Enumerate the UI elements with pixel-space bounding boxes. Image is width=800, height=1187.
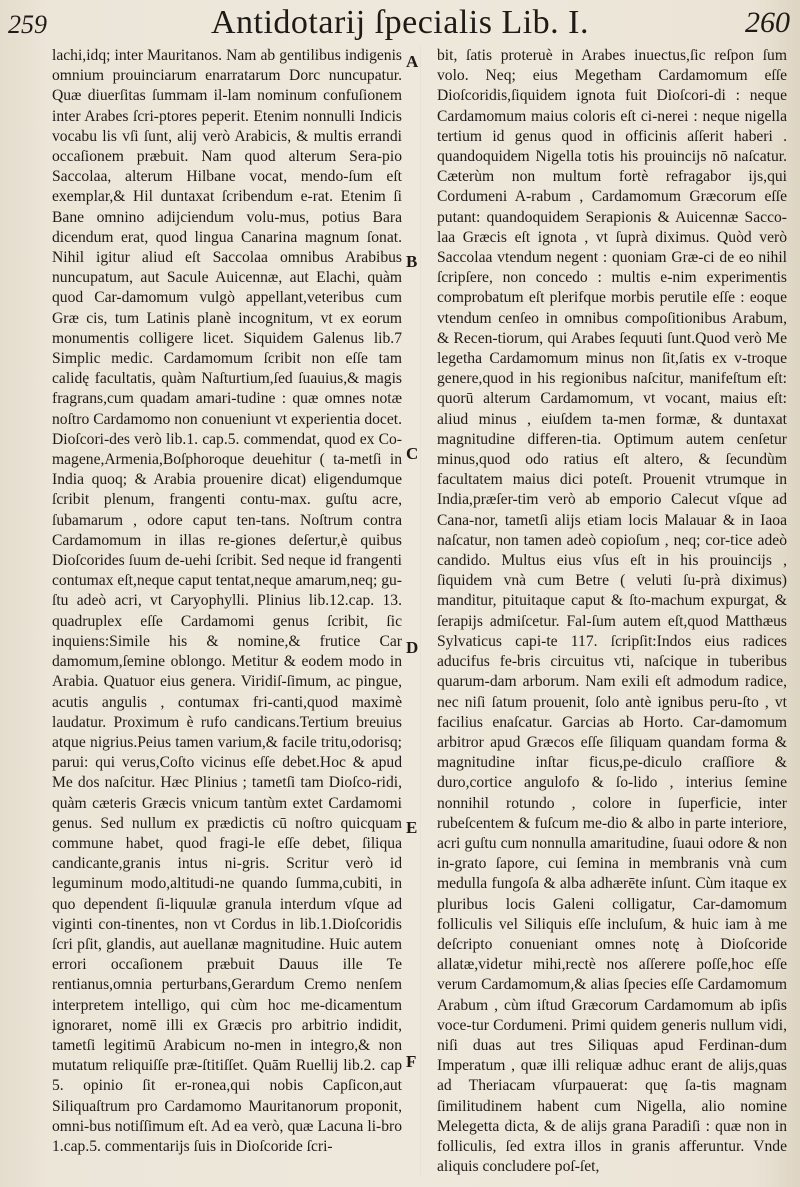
column-text: lachi,idq; inter Mauritanos. Nam ab gentilibus indigenis omnium prouinciarum enarratarum Dorc nuncupatur. Quæ diuerſitas ſummam il-lam nominum confuſionem inter Arabes ſcri-ptores peperit. Etenim nonnulli Indicis vocabu lis vſi ſunt, alij verò Arabicis, & multis errandi occaſionem præbuit. Nam quod alterum Sera-pio Saccolaa, alterum Hilbane vocat, mendo-ſum eſt exemplar,& Hil duntaxat ſcribendum e-rat. Etenim ſi Bane omnino adijciendum volu-mus, potius Bara dicendum erat, quod lingua Canarina magnum ſonat. Nihil igitur aliud eſt Saccolaa omnibus Arabibus nuncupatum, aut Sacule Auicennæ, aut Elachi, quàm quod Car-damomum vulgò appellant,veteribus cum Græ cis, tum Latinis planè incognitum, vt ex eorum monumentis colligere licet. Siquidem Galenus lib.7 Simplic medic. Cardamomum ſcribit non eſſe tam calidę facultatis, quàm Naſturtium,ſed ſuauius,& magis fragrans,cum quadam amari-tudine : quæ omnes notæ noſtro Cardamomo non conueniunt vt experientia docet. Dioſcori-des verò lib.1. cap.5. commendat, quod ex Co-magene,Armenia,Boſphoroque deuehitur ( ta-metſi in India quoq; & Arabia prouenire dicat) eligendumque ſcribit plenum, frangenti contu-max. guſtu acre, ſubamarum , odore caput ten-tans. Noſtrum contra Cardamomum in illas re-giones deſertur,è quibus Dioſcorides ſuum de-uehi ſcribit. Sed neque id frangenti contumax eſt,neque caput tentat,neque amarum,neq; gu-ſtu adeò acri, vt Caryophylli. Plinius lib.12.cap. 13. quadruplex eſſe Cardamomi genus ſcribit, ſic inquiens:Simile his & nomine,& frutice Car damomum,ſemine oblongo. Metitur & eodem modo in Arabia. Quatuor eius genera. Viridiſ-ſimum, ac pingue, acutis angulis , contumax fri-canti,quod maximè laudatur. Proximum è rufo candicans.Tertium breuius atque nigrius.Peius tamen varium,& facile tritu,odorisq; parui: qui verus,Coſto vicinus eſſe debet.Hoc & apud Me dos naſcitur. Hæc Plinius ; tametſi tam Dioſco-ridi, quàm cæteris Græcis vnicum tantùm extet Cardamomi genus. Sed nullum ex prædictis cū noſtro quicquam commune habet, quod fragi-le eſſe debet, ſiliqua candicante,granis intus ni-gris. Scritur verò id leguminum modo,altitudi-ne quando ſumma,cubiti, in quo dependent ſi-liquulæ granula interdum vſque ad viginti con-tinentes, non vt Cordus in lib.1.Dioſcoridis ſcri pſit, glandis, aut auellanæ magnitudine. Huic autem errori occaſionem præbuit Dauus ille Te rentianus,omnia perturbans,Gerardum Cremo nenſem interpretem intelligo, qui cùm hoc me-dicamentum ignoraret, nomē illi ex Græcis pro arbitrio indidit, tametſi legitimū Arabicum no-men in integro,& non mutatum reliquiſſe præ-ſtitiſſet. Quām Ruellij lib.2. cap 5. opinio ſit er-ronea,qui nobis Capſicon,aut Siliquaſtrum pro Cardamomo Mauritanorum proponit, omni-bus notiſſimum eſt. Ad ea verò, quæ Lacuna li-bro 1.cap.5. commentarijs ſuis in Dioſcoride ſcri- [52, 47, 402, 1155]
text-column-right [437, 46, 787, 1182]
section-marker: A [406, 52, 419, 71]
folio-number-right: 260 [745, 6, 790, 39]
section-marker: F [406, 1052, 417, 1071]
column-gutter [420, 46, 421, 1176]
section-marker: E [406, 818, 418, 837]
section-marker: C [406, 444, 419, 463]
running-title: Antidotarij ſpecialis Lib. I. [210, 4, 590, 41]
section-marker: B [406, 252, 418, 271]
page-header [0, 0, 800, 44]
section-marker: D [406, 638, 419, 657]
column-text: bit, ſatis proteruè in Arabes inuectus,ſic reſpon ſum volo. Neq; eius Megetham Cardamomum eſſe Dioſcoridis,ſiquidem ignota fuit Dioſcori-di : neque Cardamomum maius coloris eſt ci-nerei : neque nigella tertium id genus quod in officinis aſſerit haberi . quandoquidem Nigella totis his prouincijs nō naſcatur. Cæterùm non multum fortè refragabor ijs,qui Cordumeni A-rabum , Cardamomum Græcorum eſſe putant: quandoquidem Serapionis & Auicennæ Sacco-laa Græcis eſt ignota , vt ſuprà diximus. Quòd verò Saccolaa vtendum negent : quoniam Græ-ci de eo nihil ſcripſere, non concedo : multis e-nim experimentis comprobatum eſt plerifque morbis perutile eſſe : eoque vtendum cenſeo in omnibus compoſitionibus Arabum, & Recen-tiorum, qui Arabes ſequuti ſunt.Quod verò Me legetha Cardamomum minus non ſit,ſatis ex v-troque genere,quod in his regionibus naſcitur, manifeſtum eſt: quorū alterum Cardamomum, vt vocant, maius eſt: aliud minus , eiuſdem ta-men formæ, & duntaxat magnitudine differen-tia. Optimum autem cenſetur minus,quod odo ratius eſt altero, & ſecundùm facultatem maius dici poteſt. Prouenit vtrumque in India,præſer-tim verò ab emporio Calecut vſque ad Cana-nor, tametſi alijs etiam locis Malauar & in Iaoa naſcatur, non tamen adeò copioſum , neq; cor-tice adeò candido. Multus eius vſus eſt in his prouincijs , ſiquidem vnà cum Betre ( veluti ſu-prà diximus) manditur, pituitaque caput & ſto-machum expurgat, & ſerapijs admiſcetur. Fal-ſum autem eſt,quod Matthæus Sylvaticus capi-te 117. ſcripſit:Indos eius radices aducifus fe-bris circuitus vti, naſcique in tuberibus quarum-dam arborum. Nam exili eſt admodum radice, nec niſi ſatum prouenit, ſolo antè ignibus peru-ſto , vt facilius enaſcatur. Garcias ab Horto. Car-damomum arbitror apud Græcos eſſe ſiliquam quandam forma & magnitudine inſtar ficus,pe-diculo craſſiore & duro,cortice angulofo & ſo-lido , interius ſemine nonnihil rotundo , colore in ſuperficie, inter rubeſcentem & fuſcum me-dio & albo in parte interiore, acri guſtu cum nonnulla amaritudine, ſuaui odore & non in-grato ſapore, cui ſemina in membranis vnà cum medulla fungoſa & alba adhærēte inſunt. Cùm itaque ex pluribus locis Galeni colligatur, Car-damomum folliculis vel Siliquis eſſe incluſum, & huic iam à me deſcripto conueniant omnes notę à Dioſcoride allatæ,videtur mihi,rectè nos aſſerere poſſe,hoc eſſe verum Cardamomum,& alias ſpecies eſſe Cardamomum Arabum , cùm iſtud Græcorum Cardamomum ab ipſis voce-tur Cordumeni. Primi quidem generis nullum vidi, niſi duas aut tres Siliquas apud Ferdinan-dum Imperatum , quæ illi reliquæ adhuc erant de alijs,quas ad Theriacam vſurpauerat: quę ſa-tis magnam ſimilitudinem habent cum Nigella, alio nomine Melegetta dicta, & de alijs grana Paradiſi : quæ non in folliculis, ſed extra illos in granis afferuntur. Vnde aliquis concludere poſ-ſet, [437, 47, 787, 1176]
text-column-left [52, 46, 402, 1182]
folio-number-left: 259 [8, 10, 47, 39]
